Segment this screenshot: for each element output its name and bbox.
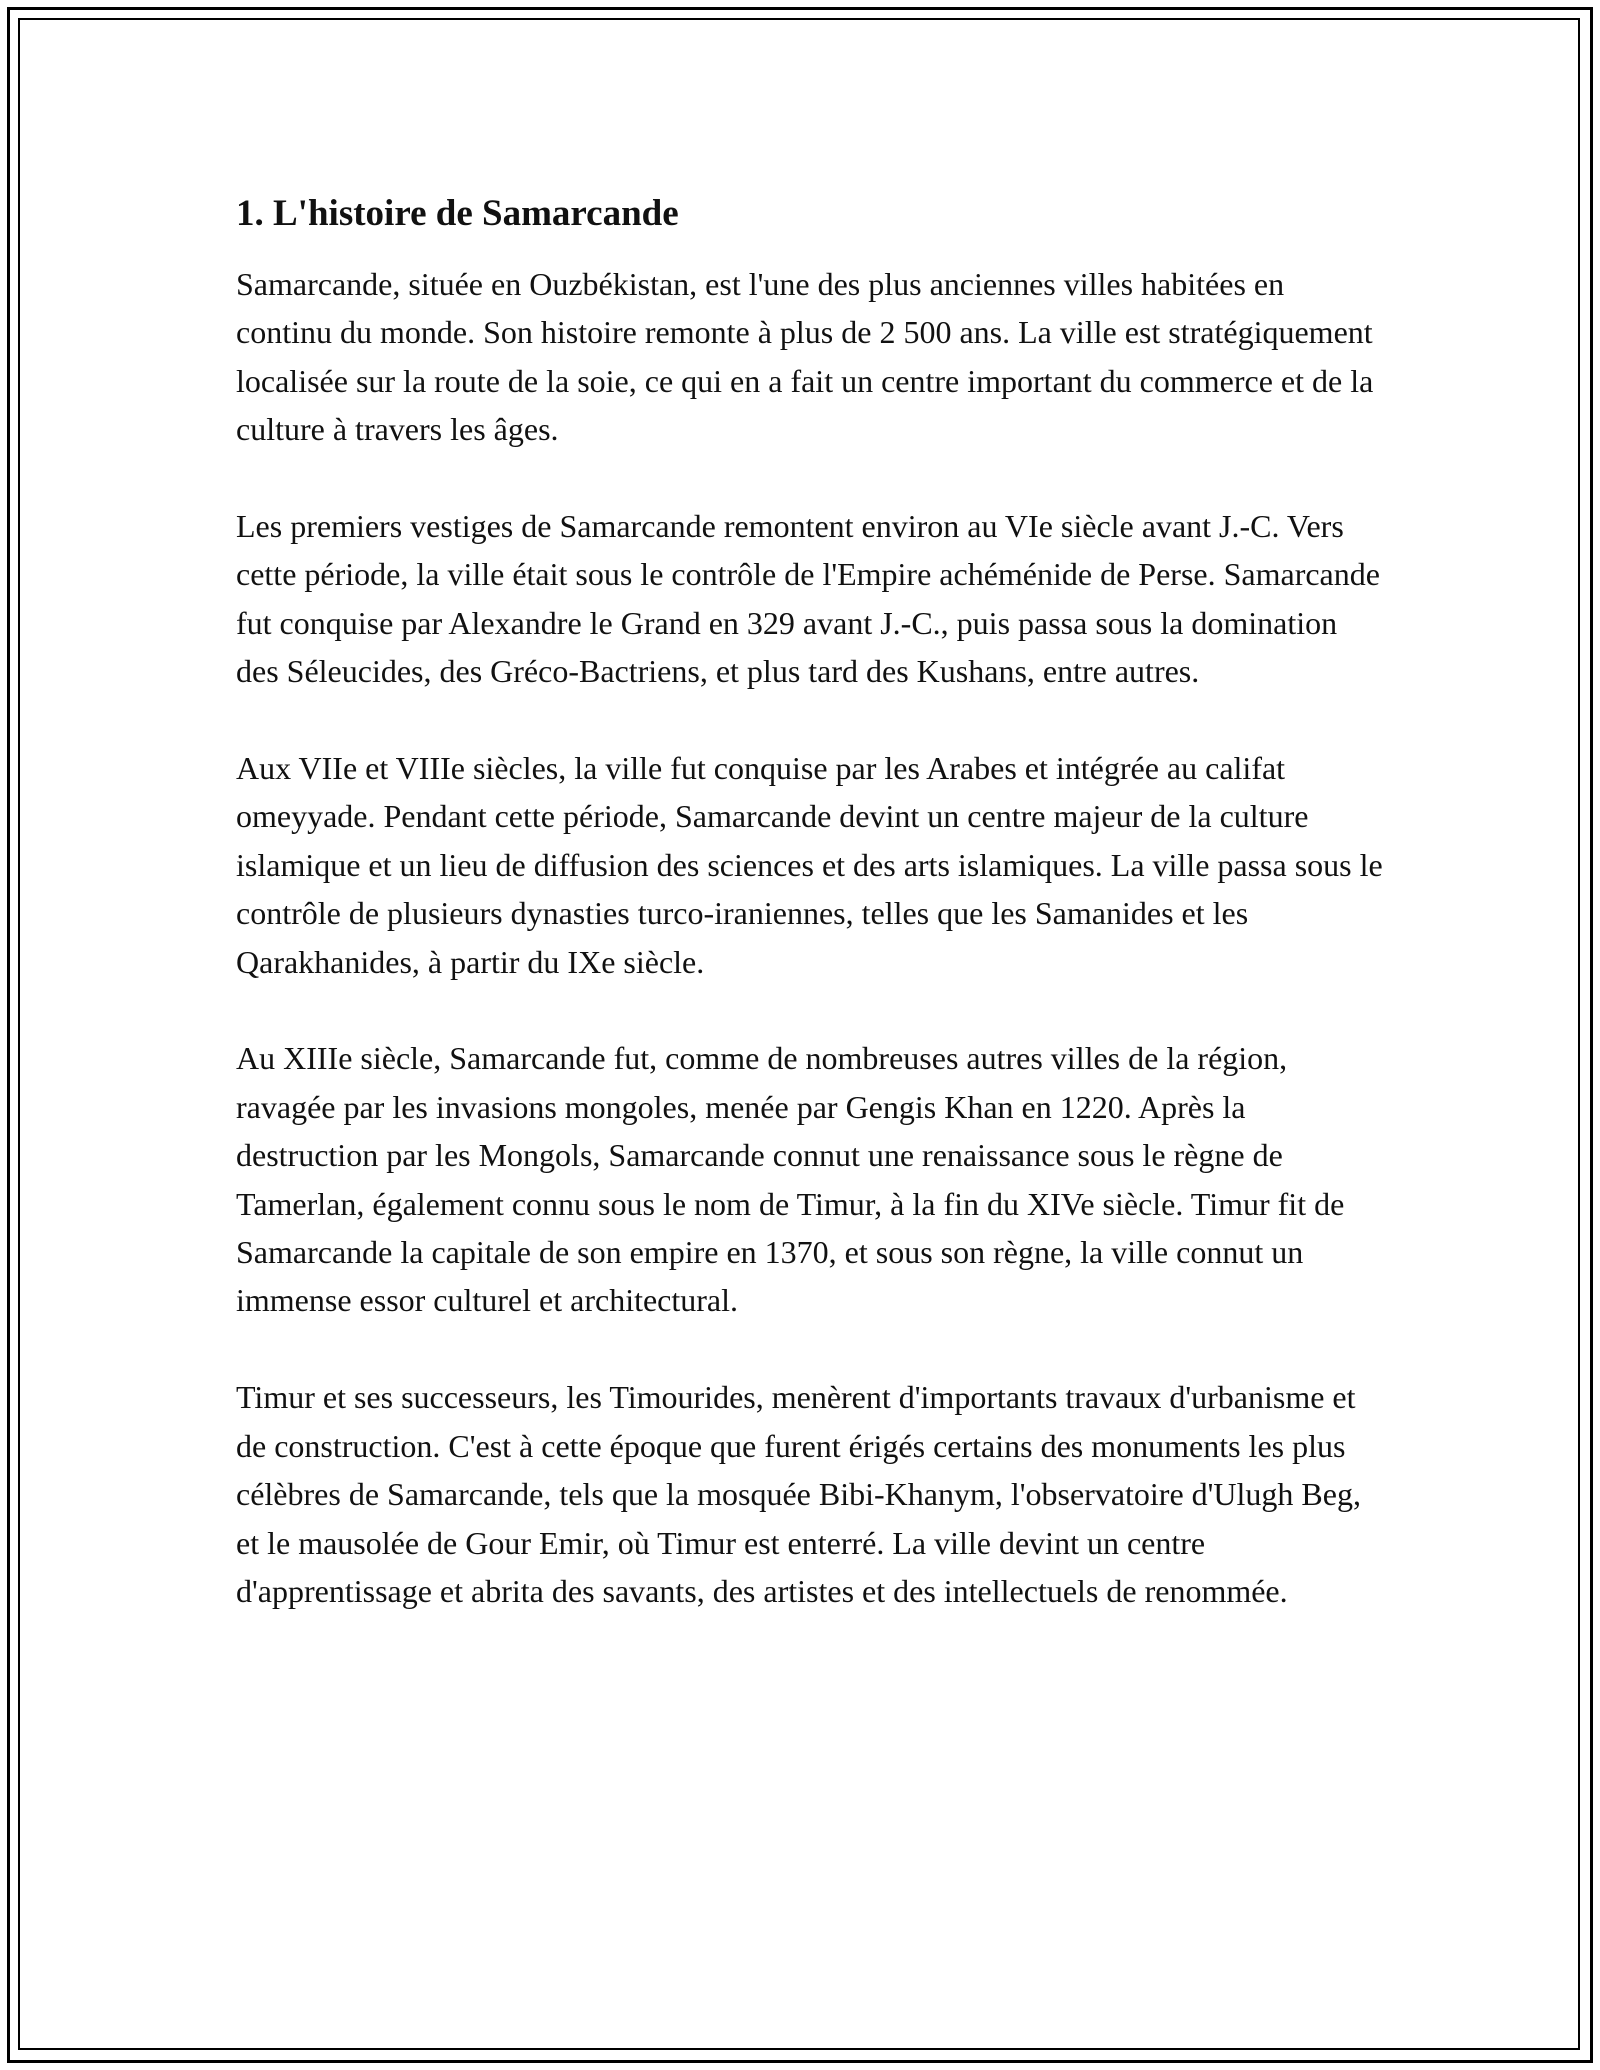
paragraph-timurids: Timur et ses successeurs, les Timourides, menèrent d'importants travaux d'urbanisme et de construction. C'est à cette époque que furent érigés certains des monuments les plus célèbres de Samarcande, tels que la mosquée Bibi-Khanym, l'observatoire d'Ulugh Beg, et le mausolée de Gour Emir, où Timur est enterré. La ville devint un centre d'apprentissage et abrita des savants, des artistes et des intellectuels de renommée. [236, 1379, 1361, 1609]
paragraph-arab-conquest: Aux VIIe et VIIIe siècles, la ville fut conquise par les Arabes et intégrée au califat omeyyade. Pendant cette période, Samarcande devint un centre majeur de la culture islamique et un lieu de diffusion des sciences et des arts islamiques. La ville passa sous le contrôle de plusieurs dynasties turco-iraniennes, telles que les Samanides et les Qarakhanides, à partir du IXe siècle. [236, 750, 1383, 980]
paragraph-mongol-timur: Au XIIIe siècle, Samarcande fut, comme de nombreuses autres villes de la région, ravagée par les invasions mongoles, menée par Gengis Khan en 1220. Après la destruction par les Mongols, Samarcande connut une renaissance sous le règne de Tamerlan, également connu sous le nom de Timur, à la fin du XIVe siècle. Timur fit de Samarcande la capitale de son empire en 1370, et sous son règne, la ville connut un immense essor culturel et architectural. [236, 1040, 1345, 1319]
paragraph-intro: Samarcande, située en Ouzbékistan, est l'une des plus anciennes villes habitées en continu du monde. Son histoire remonte à plus de 2 500 ans. La ville est stratégiquement localisée sur la route de la soie, ce qui en a fait un centre important du commerce et de la culture à travers les âges. [236, 266, 1374, 448]
paragraph-antiquity: Les premiers vestiges de Samarcande remontent environ au VIe siècle avant J.-C. Vers cette période, la ville était sous le contrôle de l'Empire achéménide de Perse. Samarcande fut conquise par Alexandre le Grand en 329 avant J.-C., puis passa sous la domination des Séleucides, des Gréco-Bactriens, et plus tard des Kushans, entre autres. [236, 508, 1380, 690]
section-title: 1. L'histoire de Samarcande [236, 193, 679, 234]
document-body [236, 190, 1386, 1664]
